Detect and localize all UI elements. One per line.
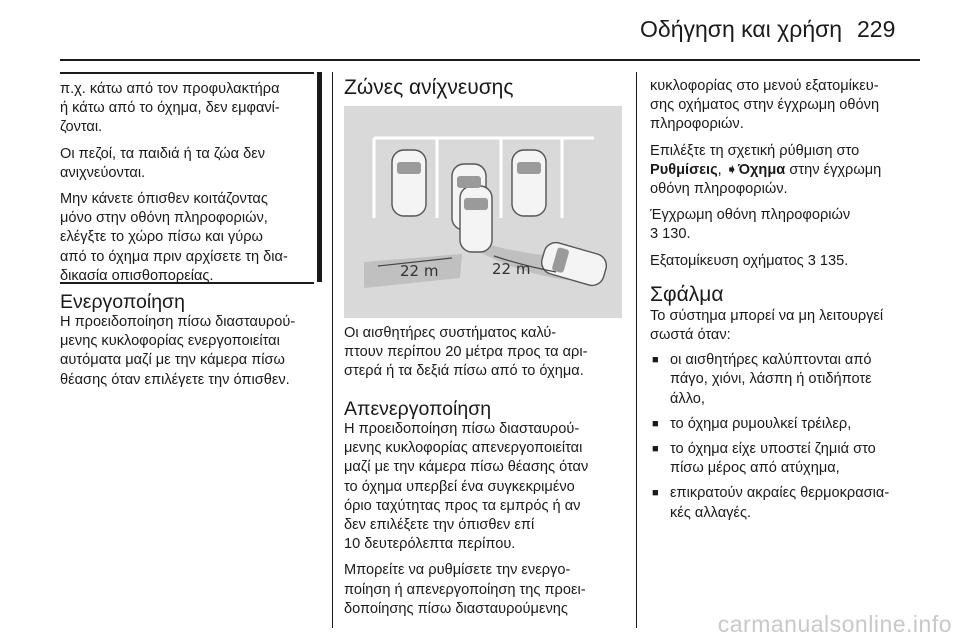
column-divider: [332, 72, 333, 628]
notice-box-bar: [317, 72, 322, 282]
fault-line: σωστά όταν:: [650, 327, 731, 344]
deactivation-line: ποίηση ή απενεργοποίηση της προει-: [344, 581, 586, 598]
deactivation-line: δεν επιλέξετε την όπισθεν επί: [344, 517, 535, 534]
activation-line: μενης κυκλοφορίας ενεργοποιείται: [60, 333, 280, 350]
zones-heading: Ζώνες ανίχνευσης: [344, 76, 514, 99]
fault-list: [650, 351, 922, 523]
intro-line: σης οχήματος στην έγχρωμη οθόνη: [650, 97, 880, 114]
right-column: [650, 77, 922, 529]
notice-line: Οι πεζοί, τα παιδιά ή τα ζώα δεν: [60, 145, 266, 162]
detection-zones-figure: [344, 106, 622, 318]
notice-line: π.χ. κάτω από τον προφυλακτήρα: [60, 81, 280, 97]
header-rule: [60, 59, 920, 61]
fault-line: Το σύστημα μπορεί να μη λειτουργεί: [650, 307, 884, 324]
list-item-line: πάγο, χιόνι, λάσπη ή οτιδήποτε: [670, 371, 872, 388]
list-item: [650, 484, 922, 522]
list-item-line: πίσω μέρος από ατύχημα,: [670, 460, 840, 477]
list-item: [650, 415, 922, 434]
page-number: 229: [857, 16, 896, 42]
notice-line: δικασία οπισθοπορείας.: [60, 267, 214, 284]
detection-zones-illustration: [344, 106, 622, 318]
deactivation-heading: Απενεργοποίηση: [344, 398, 492, 420]
notice-line: από το όχημα πριν αρχίσετε τη δια-: [60, 248, 288, 265]
notice-line: μόνο στην οθόνη πληροφοριών,: [60, 210, 268, 227]
notice-line: ελέγξτε το χώρο πίσω και γύρω: [60, 229, 263, 246]
select-path: Ρυθμίσεις, ➧Όχημα στην έγχρωμη: [650, 161, 882, 178]
zone-label-right: 22 m: [492, 260, 531, 278]
deactivation-line: μαζί με την κάμερα πίσω θέασης όταν: [344, 459, 589, 476]
reference-line: Έγχρωμη οθόνη πληροφοριών: [650, 207, 851, 224]
column-divider: [636, 72, 637, 628]
zone-label-left: 22 m: [400, 262, 439, 280]
list-item-line: ■ το όχημα ρυμουλκεί τρέιλερ,: [670, 415, 852, 432]
select-rest: στην έγχρωμη: [785, 161, 882, 178]
deactivation-line: δοποίησης πίσω διασταυρούμενης: [344, 600, 568, 617]
page-header-title: Οδήγηση και χρήση: [640, 16, 843, 42]
deactivation-line: όριο ταχύτητας προς τα εμπρός ή αν: [344, 497, 581, 514]
arrow-right-icon: ➧: [725, 161, 738, 178]
activation-line: Η προειδοποίηση πίσω διασταυρού-: [60, 314, 296, 330]
watermark: carmanualsonline.info: [717, 611, 952, 637]
caption-line: πτουν περίπου 20 μέτρα προς τα αρι-: [344, 344, 588, 361]
fault-heading: Σφάλμα: [650, 282, 724, 306]
zones-caption: [344, 324, 629, 382]
select-line: οθόνη πληροφοριών.: [650, 181, 788, 198]
list-item: [650, 351, 922, 409]
deactivation-line: 10 δευτερόλεπτα περίπου.: [344, 536, 516, 553]
activation-line: θέασης όταν επιλέγετε την όπισθεν.: [60, 371, 290, 388]
intro-line: κυκλοφορίας στο μενού εξατομίκευ-: [650, 78, 879, 94]
deactivation-section: [344, 398, 629, 619]
deactivation-line: Η προειδοποίηση πίσω διασταυρού-: [344, 421, 580, 437]
list-item-line: κές αλλαγές.: [670, 504, 752, 521]
activation-section: [60, 291, 322, 390]
caption-line: Οι αισθητήρες συστήματος καλύ-: [344, 325, 557, 341]
caption-line: στερά ή τα δεξιά πίσω από το όχημα.: [344, 363, 584, 380]
reference-line: 3 130.: [650, 226, 691, 243]
deactivation-line: μενης κυκλοφορίας απενεργοποιείται: [344, 440, 583, 457]
intro-line: πληροφοριών.: [650, 116, 744, 133]
notice-box: [60, 72, 314, 284]
list-item-line: άλλο,: [670, 390, 705, 407]
settings-menu-name: Ρυθμίσεις: [650, 161, 718, 178]
list-item-line: ■ επικρατούν ακραίες θερμοκρασια-: [670, 485, 890, 502]
activation-line: αυτόματα μαζί με την κάμερα πίσω: [60, 352, 285, 369]
notice-line: ή κάτω από το όχημα, δεν εμφανί-: [60, 100, 280, 117]
list-item-line: ■ το όχημα είχε υποστεί ζημιά στο: [670, 441, 876, 458]
list-item-line: ■ οι αισθητήρες καλύπτονται από: [670, 352, 872, 369]
deactivation-line: Μπορείτε να ρυθμίσετε την ενεργο-: [344, 562, 571, 579]
notice-text: [60, 80, 314, 286]
zones-section: [344, 76, 629, 100]
deactivation-line: το όχημα υπερβεί ένα συγκεκριμένο: [344, 478, 575, 495]
activation-heading: Ενεργοποίηση: [60, 291, 185, 313]
vehicle-menu-name: Όχημα: [738, 161, 786, 178]
reference-line: Εξατομίκευση οχήματος 3 135.: [650, 252, 849, 269]
list-item: [650, 440, 922, 478]
notice-line: ανιχνεύονται.: [60, 164, 146, 181]
select-line: Επιλέξτε τη σχετική ρύθμιση στο: [650, 142, 860, 159]
notice-line: Μην κάνετε όπισθεν κοιτάζοντας: [60, 191, 268, 208]
notice-line: ζονται.: [60, 119, 103, 136]
